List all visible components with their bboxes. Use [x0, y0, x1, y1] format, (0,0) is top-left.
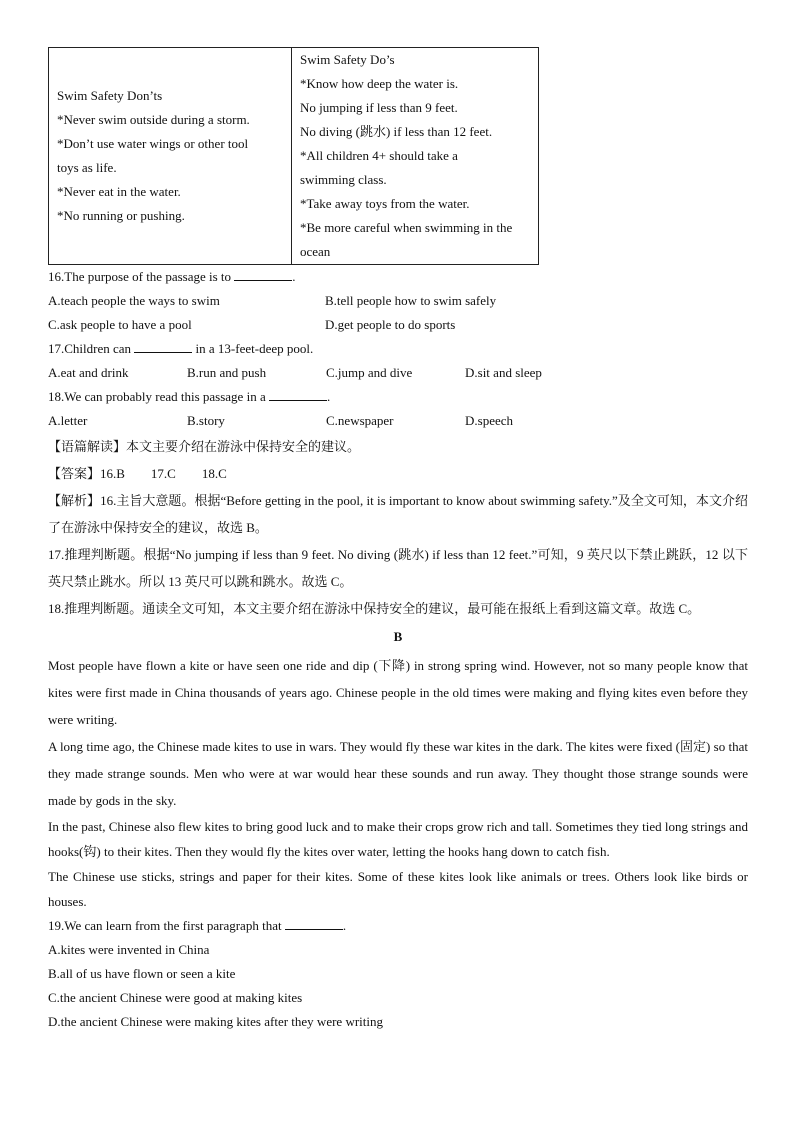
question-stem: 18.We can probably read this passage in a: [48, 389, 266, 404]
section-heading: B: [393, 629, 403, 644]
options-18: [48, 409, 748, 433]
option-d: D.sit and sleep: [465, 365, 542, 380]
explanation-18: 18.推理判断题。通读全文可知，本文主要介绍在游泳中保持安全的建议，最可能在报纸上看到这篇文章。故选 C。: [48, 601, 701, 616]
dos-item: No diving (跳水) if less than 12 feet.: [300, 124, 493, 139]
options-16: [48, 289, 748, 313]
option-c: C.newspaper: [326, 413, 394, 428]
answer-blank: [134, 340, 192, 353]
question-18: [48, 385, 748, 409]
donts-item: *Don’t use water wings or other tool: [57, 136, 249, 151]
dos-cell: [292, 48, 539, 265]
options-17: [48, 361, 748, 385]
stem-end: .: [292, 269, 296, 284]
option-b: B.story: [187, 413, 225, 428]
option-b: B.tell people how to swim safely: [325, 293, 497, 308]
question-stem: 16.The purpose of the passage is to: [48, 269, 232, 284]
passage-paragraph-1: Most people have flown a kite or have seen one ride and dip (下降) in strong spring wind. However, not so many people know that kites were first made in China thousands of years ago. Chinese people in the old times were making and flying kites even before they were writing.: [48, 658, 748, 727]
option-c: C.ask people to have a pool: [48, 317, 192, 332]
stem-end: .: [326, 389, 331, 404]
question-stem: 17.Children can: [48, 341, 132, 356]
donts-item: *No running or pushing.: [57, 208, 185, 223]
dos-item: *Take away toys from the water.: [300, 196, 470, 211]
analysis-summary: 【语篇解读】本文主要介绍在游泳中保持安全的建议。: [48, 439, 361, 454]
passage-paragraph-4: The Chinese use sticks, strings and paper for their kites. Some of these kites look like animals or trees. Others look like birds or houses.: [48, 869, 748, 909]
option-d: D.get people to do sports: [325, 317, 456, 332]
question-19: [48, 914, 748, 938]
explanation-16: 【解析】16.主旨大意题。根据“Before getting in the pool, it is important to know about swimming safety.”及全文可知，本文介绍了在游泳中保持安全的建议，故选 B。: [48, 493, 748, 535]
page: [48, 47, 748, 1034]
option-a: A.teach people the ways to swim: [48, 293, 220, 308]
options-16-row2: [48, 313, 748, 337]
passage-paragraph-3: In the past, Chinese also flew kites to bring good luck and to make their crops grow rich and tall. Sometimes they tied long strings and hooks(钩) to their kites. Then they would fly the kites over water, letting the hooks hang down to catch fish.: [48, 819, 748, 859]
option-a: A.letter: [48, 413, 88, 428]
question-stem: 19.We can learn from the first paragraph that: [48, 918, 282, 933]
option-b: B.run and push: [187, 365, 267, 380]
option-d: D.the ancient Chinese were making kites after they were writing: [48, 1014, 383, 1029]
stem-end: .: [342, 918, 347, 933]
dos-item: ocean: [300, 244, 331, 259]
option-a: A.eat and drink: [48, 365, 129, 380]
option-c: C.jump and dive: [326, 365, 413, 380]
question-17: [48, 337, 748, 361]
option-c: C.the ancient Chinese were good at making kites: [48, 990, 303, 1005]
dos-item: *All children 4+ should take a: [300, 148, 458, 163]
option-a: A.kites were invented in China: [48, 942, 210, 957]
dos-item: *Be more careful when swimming in the: [300, 220, 513, 235]
donts-cell: [49, 48, 292, 265]
answer-blank: [234, 268, 292, 281]
donts-title: Swim Safety Don’ts: [57, 88, 163, 103]
option-b: B.all of us have flown or seen a kite: [48, 966, 236, 981]
answer-blank: [285, 917, 343, 930]
dos-item: *Know how deep the water is.: [300, 76, 459, 91]
dos-item: swimming class.: [300, 172, 387, 187]
answer-key: 【答案】16.B 17.C 18.C: [48, 466, 227, 481]
donts-item: toys as life.: [57, 160, 117, 175]
donts-item: *Never swim outside during a storm.: [57, 112, 250, 127]
option-d: D.speech: [465, 413, 514, 428]
dos-title: Swim Safety Do’s: [300, 52, 395, 67]
answer-blank: [269, 388, 327, 401]
dos-item: No jumping if less than 9 feet.: [300, 100, 458, 115]
passage-paragraph-2: A long time ago, the Chinese made kites to use in wars. They would fly these war kites in the dark. The kites were fixed (固定) so that they made strange sounds. Men who were at war would hear these sounds and run away. They thought those strange sounds were made by gods in the sky.: [48, 739, 748, 808]
question-16: [48, 265, 748, 289]
explanation-17: 17.推理判断题。根据“No jumping if less than 9 feet. No diving (跳水) if less than 12 feet.”可知，9 英尺以下禁止跳跃，12 以下英尺禁止跳水。所以 13 英尺可以跳和跳水。故选 C。: [48, 547, 748, 589]
donts-item: *Never eat in the water.: [57, 184, 181, 199]
stem-end: in a 13-feet-deep pool.: [195, 341, 314, 356]
safety-rules-table: [48, 47, 539, 265]
